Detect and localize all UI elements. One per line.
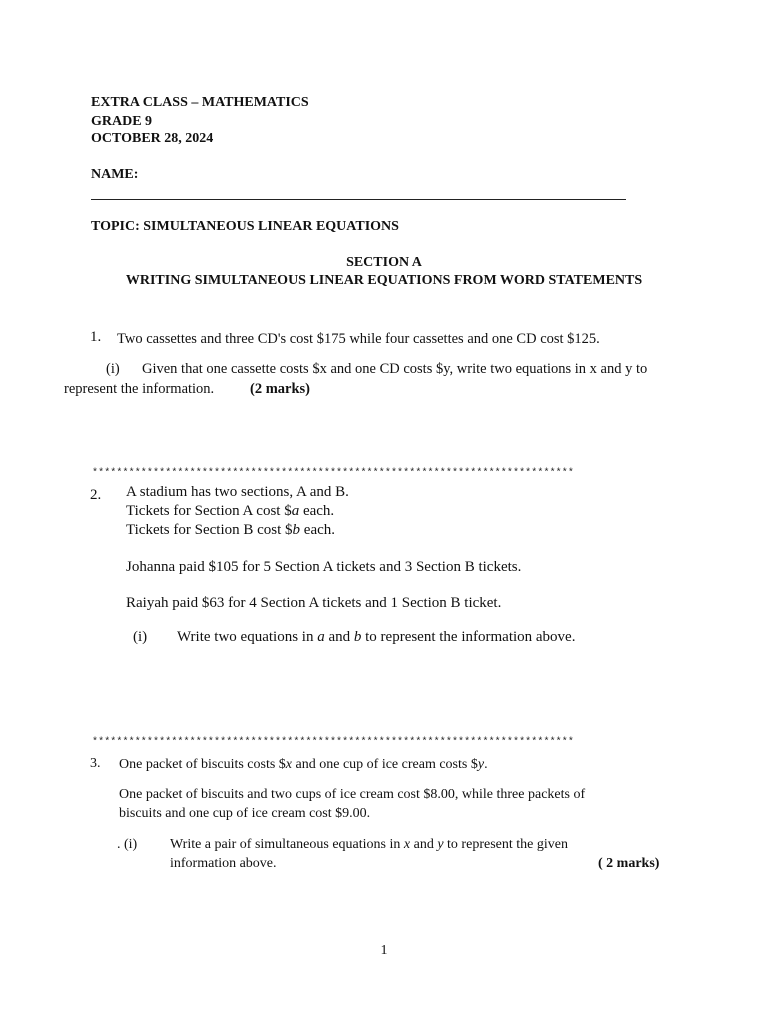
separator-2: ******************************************************************************* <box>92 737 574 748</box>
section-title: SECTION A <box>346 255 422 270</box>
q3-marks: ( 2 marks) <box>598 856 660 871</box>
separator-1: ******************************************************************************* <box>92 468 574 479</box>
q2-line2: Tickets for Section A cost $a each. <box>126 503 335 519</box>
q2-part-label: (i) <box>133 629 148 645</box>
q2-line3: Tickets for Section B cost $b each. <box>126 522 336 538</box>
q1-marks: (2 marks) <box>250 381 311 397</box>
q1-text: Two cassettes and three CD's cost $175 while four cassettes and one CD cost $125. <box>117 331 600 347</box>
q2-line4: Johanna paid $105 for 5 Section A tickets and 3 Section B tickets. <box>126 559 522 575</box>
q3-number: 3. <box>90 756 101 771</box>
q3-line2: One packet of biscuits and two cups of ice cream cost $8.00, while three packets of <box>119 787 586 802</box>
name-label: NAME: <box>91 167 139 182</box>
q1-part-text-cont: represent the information. <box>64 381 215 397</box>
q1-number: 1. <box>90 329 102 345</box>
section-subtitle: WRITING SIMULTANEOUS LINEAR EQUATIONS FROM WORD STATEMENTS <box>125 273 643 288</box>
q1-part-text: Given that one cassette costs $x and one CD costs $y, write two equations in x and y to <box>142 361 648 377</box>
q2-line5: Raiyah paid $63 for 4 Section A tickets and 1 Section B ticket. <box>126 595 502 611</box>
topic-heading: TOPIC: SIMULTANEOUS LINEAR EQUATIONS <box>91 219 399 234</box>
q3-line1: One packet of biscuits costs $x and one cup of ice cream costs $y. <box>119 757 488 772</box>
q3-part-text: Write a pair of simultaneous equations in x and y to represent the given <box>170 837 568 852</box>
header-grade: GRADE 9 <box>91 114 153 129</box>
header-date: OCTOBER 28, 2024 <box>91 131 214 146</box>
header-title: EXTRA CLASS – MATHEMATICS <box>91 95 309 110</box>
q3-part-label: . (i) <box>117 837 138 852</box>
q1-part-label: (i) <box>106 361 120 377</box>
page-number: 1 <box>380 943 388 958</box>
q3-line3: biscuits and one cup of ice cream cost $9.00. <box>119 806 371 821</box>
q2-part-text: Write two equations in a and b to represent the information above. <box>177 629 576 645</box>
q2-line1: A stadium has two sections, A and B. <box>126 484 349 500</box>
q2-number: 2. <box>90 487 102 503</box>
q3-part-text-cont: information above. <box>170 856 277 871</box>
name-line <box>91 199 626 200</box>
